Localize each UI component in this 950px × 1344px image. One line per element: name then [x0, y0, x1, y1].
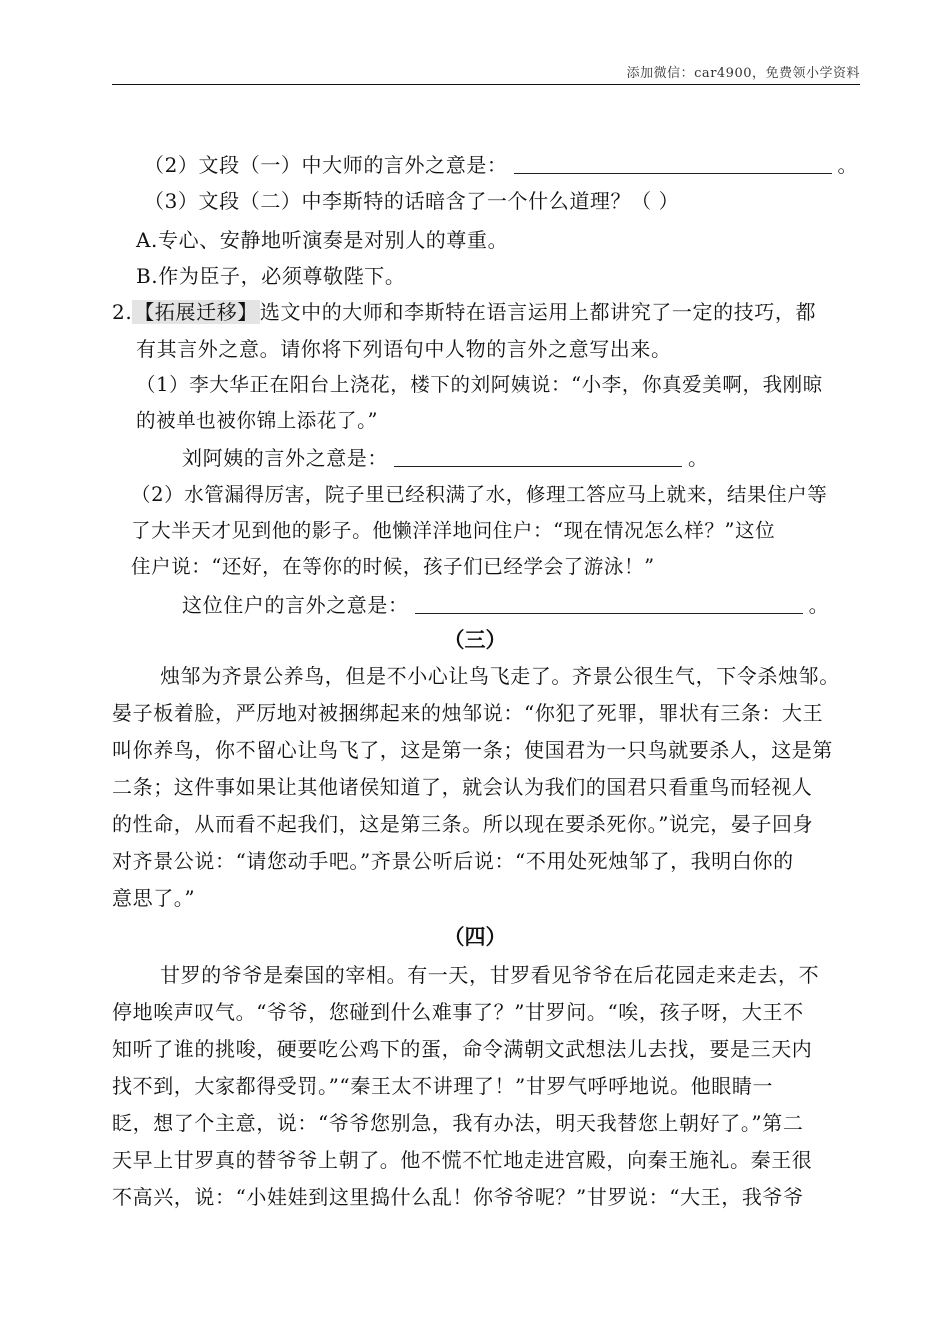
answer-blank[interactable] [394, 448, 682, 467]
question-2 [112, 300, 950, 324]
answer-blank[interactable] [514, 155, 832, 174]
item-1-line-2: 的被单也被你锦上添花了。” [136, 409, 379, 432]
section-4-line: 知听了谁的挑唆，硬要吃公鸡下的蛋，命令满朝文武想法儿去找，要是三天内 [112, 1037, 813, 1061]
section-4-line: 不高兴，说：“小娃娃到这里捣什么乱！你爷爷呢？”甘罗说：“大王，我爷爷 [112, 1185, 804, 1209]
item-2-line-3: 住户说：“还好，在等你的时候，孩子们已经学会了游泳！” [131, 555, 655, 578]
question-2-line-2: 有其言外之意。请你将下列语句中人物的言外之意写出来。 [136, 337, 672, 361]
item-2-line-1: （2）水管漏得厉害，院子里已经积满了水，修理工答应马上就来，结果住户等 [131, 483, 828, 506]
option-a[interactable]: A.专心、安静地听演奏是对别人的尊重。 [136, 228, 509, 252]
section-3-line: 叫你养鸟，你不留心让鸟飞了，这是第一条；使国君为一只鸟就要杀人，这是第 [112, 738, 833, 762]
question-text: （2）文段（一）中大师的言外之意是： [144, 153, 508, 177]
section-3-line: 意思了。” [112, 886, 196, 910]
section-3-line: 对齐景公说：“请您动手吧。”齐景公听后说：“不用处死烛邹了，我明白你的 [112, 849, 794, 873]
section-4-line: 找不到，大家都得受罚。”“秦王太不讲理了！”甘罗气呼呼地说。他眼睛一 [112, 1074, 774, 1098]
section-4-line: 停地唉声叹气。“爷爷，您碰到什么难事了？”甘罗问。“唉，孩子呀，大王不 [112, 1000, 804, 1024]
expand-transfer-tag: 【拓展迁移】 [134, 300, 258, 324]
section-4-line: 天早上甘罗真的替爷爷上朝了。他不慌不忙地走进宫殿，向秦王施礼。秦王很 [112, 1148, 813, 1172]
header-rule [112, 84, 860, 85]
question-text: 选文中的大师和李斯特在语言运用上都讲究了一定的技巧，都 [259, 300, 817, 324]
question-number: 2. [112, 300, 133, 324]
section-4-line: 眨，想了个主意，说：“爷爷您别急，我有办法，明天我替您上朝好了。”第二 [112, 1111, 804, 1135]
page-header: 添加微信：car4900，免费领小学资料 [626, 66, 860, 81]
section-3-title: （三） [443, 627, 507, 652]
section-3-line: 的性命，从而看不起我们，这是第三条。所以现在要杀死你。”说完，晏子回身 [112, 812, 814, 836]
section-3-line: 晏子板着脸，严厉地对被捆绑起来的烛邹说：“你犯了死罪，罪状有三条：大王 [112, 701, 824, 725]
question-1-3: （3）文段（二）中李斯特的话暗含了一个什么道理？（ ） [144, 189, 680, 213]
item-2-line-2: 了大半天才见到他的影子。他懒洋洋地问住户：“现在情况怎么样？”这位 [131, 519, 776, 542]
item-2-answer: 这位住户的言外之意是： 。 [182, 593, 830, 617]
option-b[interactable]: B.作为臣子，必须尊敬陛下。 [136, 264, 406, 288]
section-3-line: 二条；这件事如果让其他诸侯知道了，就会认为我们的国君只看重鸟而轻视人 [112, 775, 813, 799]
answer-blank[interactable] [415, 595, 803, 614]
item-1-answer: 刘阿姨的言外之意是： 。 [182, 446, 709, 470]
section-4-title: （四） [443, 924, 507, 949]
question-1-2: （2）文段（一）中大师的言外之意是： 。 [144, 153, 859, 177]
section-3-line: 烛邹为齐景公养鸟，但是不小心让鸟飞走了。齐景公很生气，下令杀烛邹。 [160, 664, 840, 688]
section-4-line: 甘罗的爷爷是秦国的宰相。有一天，甘罗看见爷爷在后花园走来走去，不 [160, 963, 820, 987]
item-1-line-1: （1）李大华正在阳台上浇花，楼下的刘阿姨说：“小李，你真爱美啊，我刚晾 [136, 373, 823, 396]
